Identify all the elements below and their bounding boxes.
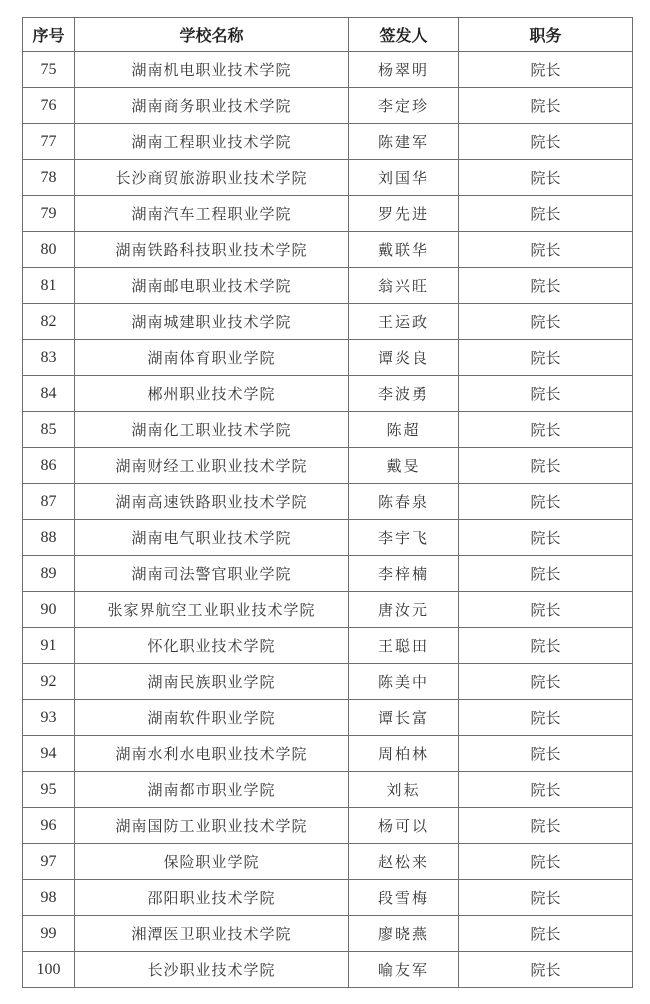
serial-number-cell: 99 <box>23 916 75 952</box>
serial-number-cell: 96 <box>23 808 75 844</box>
signer-cell: 周柏林 <box>349 736 459 772</box>
position-cell: 院长 <box>459 340 633 376</box>
table-row <box>23 52 633 88</box>
position-cell: 院长 <box>459 376 633 412</box>
school-name-cell: 湖南体育职业学院 <box>75 340 349 376</box>
school-name-cell: 湖南司法警官职业学院 <box>75 556 349 592</box>
position-cell: 院长 <box>459 448 633 484</box>
serial-number-cell: 98 <box>23 880 75 916</box>
position-cell: 院长 <box>459 700 633 736</box>
signer-cell: 陈建军 <box>349 124 459 160</box>
position-cell: 院长 <box>459 124 633 160</box>
serial-number-cell: 80 <box>23 232 75 268</box>
table-row <box>23 880 633 916</box>
table-row <box>23 376 633 412</box>
document-sheet <box>22 17 632 987</box>
signer-cell: 李梓楠 <box>349 556 459 592</box>
serial-number-cell: 92 <box>23 664 75 700</box>
position-cell: 院长 <box>459 628 633 664</box>
signer-cell: 杨可以 <box>349 808 459 844</box>
serial-number-cell: 84 <box>23 376 75 412</box>
position-cell: 院长 <box>459 88 633 124</box>
serial-number-cell: 94 <box>23 736 75 772</box>
school-name-cell: 张家界航空工业职业技术学院 <box>75 592 349 628</box>
serial-number-cell: 79 <box>23 196 75 232</box>
table-row <box>23 736 633 772</box>
school-name-cell: 湖南电气职业技术学院 <box>75 520 349 556</box>
table-row <box>23 484 633 520</box>
signer-cell: 王运政 <box>349 304 459 340</box>
signer-cell: 廖晓燕 <box>349 916 459 952</box>
signer-cell: 陈春泉 <box>349 484 459 520</box>
signer-cell: 李波勇 <box>349 376 459 412</box>
header-position: 职务 <box>459 18 633 52</box>
position-cell: 院长 <box>459 880 633 916</box>
signer-cell: 杨翠明 <box>349 52 459 88</box>
school-name-cell: 长沙职业技术学院 <box>75 952 349 988</box>
school-name-cell: 湖南机电职业技术学院 <box>75 52 349 88</box>
signer-cell: 陈美中 <box>349 664 459 700</box>
serial-number-cell: 97 <box>23 844 75 880</box>
position-cell: 院长 <box>459 52 633 88</box>
header-serial-number: 序号 <box>23 18 75 52</box>
table-row <box>23 808 633 844</box>
position-cell: 院长 <box>459 520 633 556</box>
table-row <box>23 448 633 484</box>
table-row <box>23 556 633 592</box>
position-cell: 院长 <box>459 556 633 592</box>
school-name-cell: 湖南汽车工程职业学院 <box>75 196 349 232</box>
table-body <box>23 52 633 988</box>
signer-cell: 刘耘 <box>349 772 459 808</box>
position-cell: 院长 <box>459 160 633 196</box>
school-name-cell: 湖南都市职业学院 <box>75 772 349 808</box>
signer-cell: 戴旻 <box>349 448 459 484</box>
table-row <box>23 844 633 880</box>
table-row <box>23 772 633 808</box>
table-row <box>23 916 633 952</box>
school-name-cell: 湖南财经工业职业技术学院 <box>75 448 349 484</box>
position-cell: 院长 <box>459 304 633 340</box>
serial-number-cell: 76 <box>23 88 75 124</box>
serial-number-cell: 90 <box>23 592 75 628</box>
signer-cell: 罗先进 <box>349 196 459 232</box>
signer-cell: 段雪梅 <box>349 880 459 916</box>
position-cell: 院长 <box>459 772 633 808</box>
table-row <box>23 664 633 700</box>
position-cell: 院长 <box>459 484 633 520</box>
position-cell: 院长 <box>459 844 633 880</box>
table-row <box>23 700 633 736</box>
table-row <box>23 304 633 340</box>
position-cell: 院长 <box>459 592 633 628</box>
school-name-cell: 湖南城建职业技术学院 <box>75 304 349 340</box>
serial-number-cell: 81 <box>23 268 75 304</box>
school-name-cell: 湖南软件职业学院 <box>75 700 349 736</box>
table-row <box>23 196 633 232</box>
position-cell: 院长 <box>459 196 633 232</box>
signer-cell: 翁兴旺 <box>349 268 459 304</box>
serial-number-cell: 77 <box>23 124 75 160</box>
signer-cell: 王聪田 <box>349 628 459 664</box>
serial-number-cell: 95 <box>23 772 75 808</box>
table-row <box>23 124 633 160</box>
table-row <box>23 340 633 376</box>
signer-cell: 谭炎良 <box>349 340 459 376</box>
table-row <box>23 160 633 196</box>
position-cell: 院长 <box>459 268 633 304</box>
serial-number-cell: 88 <box>23 520 75 556</box>
school-name-cell: 郴州职业技术学院 <box>75 376 349 412</box>
position-cell: 院长 <box>459 916 633 952</box>
serial-number-cell: 85 <box>23 412 75 448</box>
school-name-cell: 湖南水利水电职业技术学院 <box>75 736 349 772</box>
school-name-cell: 湖南民族职业学院 <box>75 664 349 700</box>
signer-cell: 戴联华 <box>349 232 459 268</box>
serial-number-cell: 86 <box>23 448 75 484</box>
header-school-name: 学校名称 <box>75 18 349 52</box>
school-name-cell: 湖南国防工业职业技术学院 <box>75 808 349 844</box>
signer-cell: 李定珍 <box>349 88 459 124</box>
header-signer: 签发人 <box>349 18 459 52</box>
position-cell: 院长 <box>459 952 633 988</box>
position-cell: 院长 <box>459 232 633 268</box>
school-name-cell: 湖南工程职业技术学院 <box>75 124 349 160</box>
signer-cell: 李宇飞 <box>349 520 459 556</box>
serial-number-cell: 82 <box>23 304 75 340</box>
serial-number-cell: 83 <box>23 340 75 376</box>
school-name-cell: 保险职业学院 <box>75 844 349 880</box>
school-name-cell: 湖南高速铁路职业技术学院 <box>75 484 349 520</box>
table-header-row <box>23 18 633 52</box>
table-row <box>23 268 633 304</box>
position-cell: 院长 <box>459 808 633 844</box>
signer-cell: 喻友军 <box>349 952 459 988</box>
position-cell: 院长 <box>459 412 633 448</box>
position-cell: 院长 <box>459 664 633 700</box>
table-row <box>23 628 633 664</box>
school-name-cell: 怀化职业技术学院 <box>75 628 349 664</box>
table-row <box>23 232 633 268</box>
school-name-cell: 邵阳职业技术学院 <box>75 880 349 916</box>
serial-number-cell: 100 <box>23 952 75 988</box>
school-name-cell: 湖南铁路科技职业技术学院 <box>75 232 349 268</box>
serial-number-cell: 78 <box>23 160 75 196</box>
signer-cell: 唐汝元 <box>349 592 459 628</box>
school-name-cell: 湘潭医卫职业技术学院 <box>75 916 349 952</box>
school-name-cell: 湖南化工职业技术学院 <box>75 412 349 448</box>
table-row <box>23 592 633 628</box>
signer-cell: 赵松来 <box>349 844 459 880</box>
table-row <box>23 88 633 124</box>
table-row <box>23 412 633 448</box>
table-row <box>23 952 633 988</box>
table-row <box>23 520 633 556</box>
position-cell: 院长 <box>459 736 633 772</box>
serial-number-cell: 75 <box>23 52 75 88</box>
school-name-cell: 湖南商务职业技术学院 <box>75 88 349 124</box>
serial-number-cell: 91 <box>23 628 75 664</box>
school-name-cell: 长沙商贸旅游职业技术学院 <box>75 160 349 196</box>
school-name-cell: 湖南邮电职业技术学院 <box>75 268 349 304</box>
serial-number-cell: 89 <box>23 556 75 592</box>
school-signer-table <box>22 17 633 988</box>
signer-cell: 谭长富 <box>349 700 459 736</box>
signer-cell: 陈超 <box>349 412 459 448</box>
serial-number-cell: 87 <box>23 484 75 520</box>
signer-cell: 刘国华 <box>349 160 459 196</box>
serial-number-cell: 93 <box>23 700 75 736</box>
